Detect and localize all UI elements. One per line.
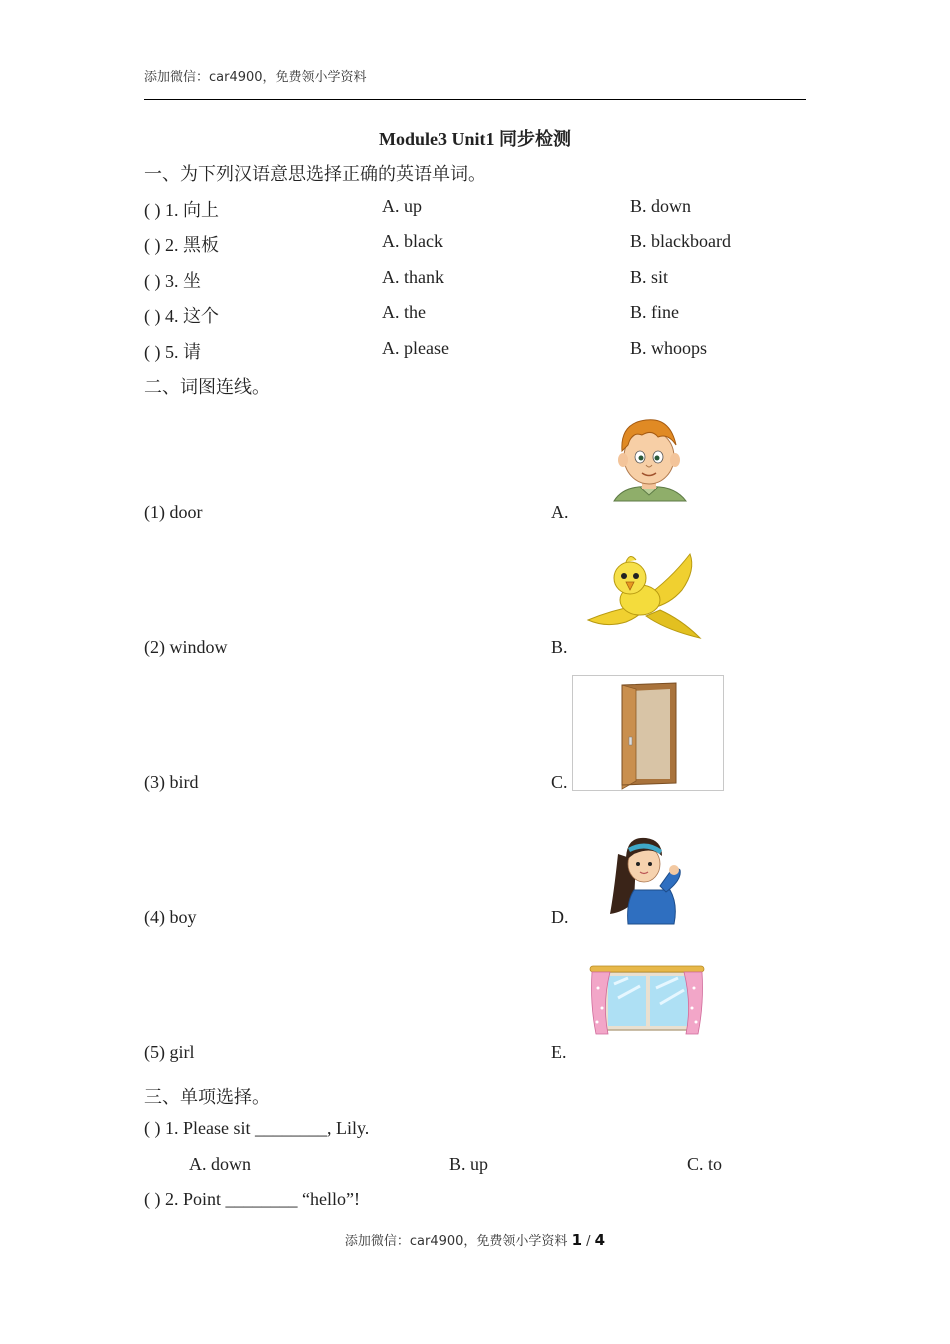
s1-q2-stem: ( ) 2. 黑板 [144, 235, 219, 255]
match-word-4: (4) boy [144, 907, 197, 927]
s1-q4-option-b: B. fine [630, 302, 679, 322]
s1-q2-option-a: A. black [382, 231, 443, 251]
s1-q5-stem: ( ) 5. 请 [144, 342, 201, 362]
s1-q2-option-b: B. blackboard [630, 231, 731, 251]
match-letter-c: C. [551, 772, 568, 792]
page-header: 添加微信：car4900，免费领小学资料 [144, 70, 367, 85]
s1-q3-option-b: B. sit [630, 267, 669, 287]
match-word-5: (5) girl [144, 1042, 195, 1062]
s1-q4-stem: ( ) 4. 这个 [144, 306, 219, 326]
s1-q1-option-b: B. down [630, 196, 692, 216]
match-letter-a: A. [551, 502, 569, 522]
page-title: Module3 Unit1 同步检测 [378, 129, 571, 149]
s1-q3-option-a: A. thank [382, 267, 444, 287]
match-letter-b: B. [551, 637, 568, 657]
girl-picture [604, 832, 688, 928]
section2-heading: 二、词图连线。 [144, 377, 270, 397]
s1-q1-stem: ( ) 1. 向上 [144, 200, 219, 220]
s1-q5-option-a: A. please [382, 338, 449, 358]
section1-heading: 一、为下列汉语意思选择正确的英语单词。 [144, 164, 486, 184]
door-picture [572, 675, 724, 791]
page-number-total: 4 [594, 1231, 606, 1249]
s3-q1-option-c: C. to [687, 1154, 723, 1174]
section3-heading: 三、单项选择。 [144, 1087, 270, 1107]
s1-q3-stem: ( ) 3. 坐 [144, 271, 201, 291]
match-word-3: (3) bird [144, 772, 199, 792]
s3-q1-option-b: B. up [449, 1154, 489, 1174]
page-number-separator: / [582, 1234, 595, 1249]
bird-picture [586, 550, 704, 642]
s1-q1-option-a: A. up [382, 196, 422, 216]
page-number-current: 1 [571, 1231, 583, 1249]
footer-text: 添加微信：car4900，免费领小学资料 [344, 1234, 568, 1249]
header-rule [144, 99, 806, 100]
match-letter-d: D. [551, 907, 569, 927]
s1-q5-option-b: B. whoops [630, 338, 708, 358]
s1-q4-option-a: A. the [382, 302, 426, 322]
s3-q2-stem: ( ) 2. Point ________ “hello”! [144, 1189, 360, 1209]
match-word-2: (2) window [144, 637, 228, 657]
boy-picture [606, 415, 692, 505]
page-footer [0, 1230, 950, 1249]
window-picture [588, 964, 706, 1040]
match-word-1: (1) door [144, 502, 203, 522]
match-letter-e: E. [551, 1042, 567, 1062]
s3-q1-option-a: A. down [189, 1154, 251, 1174]
s3-q1-stem: ( ) 1. Please sit ________, Lily. [144, 1118, 370, 1138]
